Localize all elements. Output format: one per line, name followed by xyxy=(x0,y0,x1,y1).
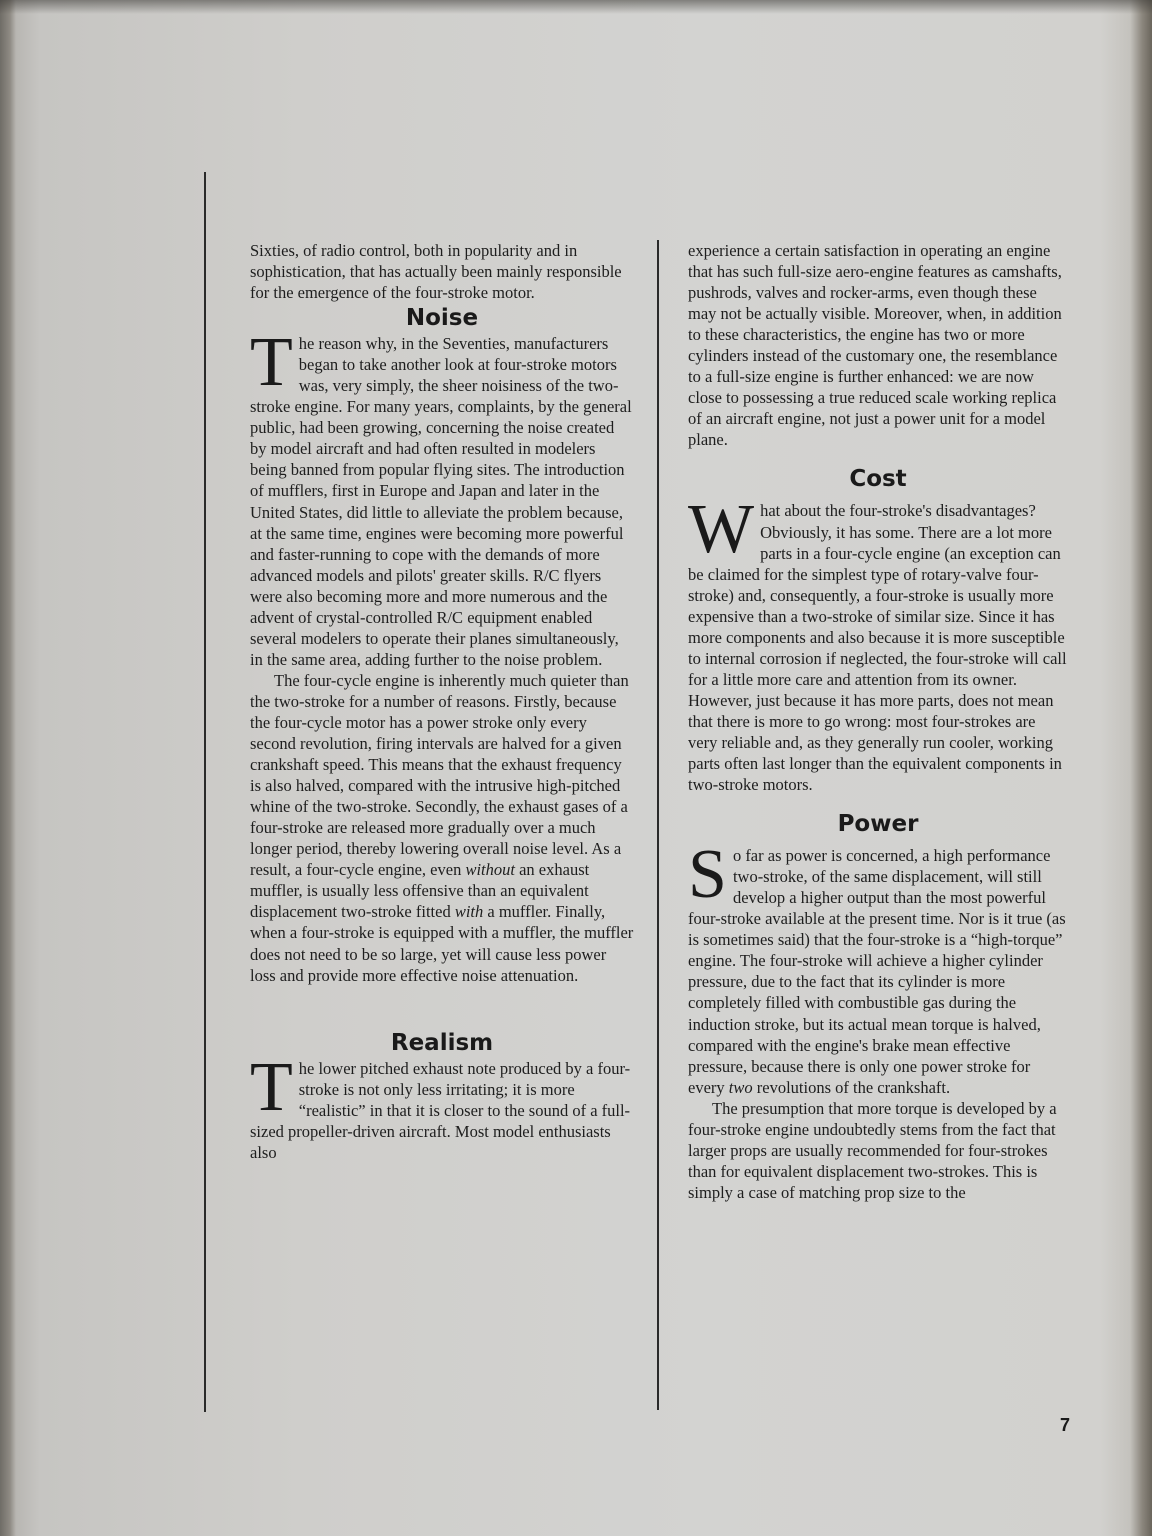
noise-paragraph-2-text-a: The four-cycle engine is inherently much quieter than the two-stroke for a number of reasons. Firstly, because the four-cycle motor has a power stroke only every second revolution, firing intervals are halved for a given crankshaft speed. This means that the exhaust frequency is also halved, compared with the intrusive high-pitched whine of the two-stroke. Secondly, the exhaust gases of a four-stroke are released more gradually over a much longer period, thereby lowering overall noise level. As a result, a four-cycle engine, even xyxy=(250,670,629,880)
power-heading: Power xyxy=(837,811,919,838)
realism-continued-paragraph: experience a certain satisfaction in operating an engine that has such full-size aero-engine features as camshafts, pushrods, valves and rocker-arms, even though these may not be actually visible. Moreover, when, in addition to these characteristics, the engine has two or more cylinders instead of the customary one, the resemblance to a full-size engine is further enhanced: we are now close to possessing a true reduced scale working replica of an aircraft engine, not just a power unit for a model plane. xyxy=(688,241,1062,450)
cost-paragraph-1-text: hat about the four-stroke's disadvantages? Obviously, it has some. There are a lot more parts in a four-cycle engine (an exception can be claimed for the simplest type of rotary-valve four-stroke) and, consequently, a four-stroke is usually more expensive than a two-stroke of similar size. Since it has more components and also because it is more susceptible to internal corrosion if neglected, the four-stroke will call for a little more care and attention from its owner. However, just because it has more parts, does not mean that there is more to go wrong: most four-strokes are very reliable and, as they generally run cooler, working parts often last longer than the equivalent components in two-stroke motors. xyxy=(688,501,1067,795)
cost-dropcap: W xyxy=(688,491,755,569)
column-divider-rule xyxy=(657,240,659,1410)
realism-paragraph-1 xyxy=(250,1048,634,1163)
spacer xyxy=(688,450,1068,464)
realism-heading: Realism xyxy=(390,1029,494,1056)
noise-dropcap: T xyxy=(250,324,293,402)
left-margin-rule xyxy=(204,172,206,1412)
realism-paragraph-1-text: he lower pitched exhaust note produced by a four-stroke is not only less irritating; it is more “realistic” in that it is closer to the sound of a full-sized propeller-driven aircraft. Most model enthusiasts also xyxy=(250,1058,631,1162)
cost-paragraph-1 xyxy=(688,491,1068,795)
power-paragraph-1-text-b: revolutions of the crankshaft. xyxy=(752,1077,951,1097)
emphasis-two: two xyxy=(728,1077,753,1097)
intro-paragraph: Sixties, of radio control, both in popularity and in sophistication, that has actually been mainly responsible for the emergence of the four-stroke motor. xyxy=(250,241,622,303)
spacer xyxy=(250,986,634,1028)
left-column xyxy=(250,240,634,1163)
realism-dropcap: T xyxy=(250,1048,293,1126)
right-column xyxy=(688,240,1068,1203)
noise-paragraph-2-text-c: a muffler. Finally, when a four-stroke is equipped with a muffler, the muffler does not need to be so large, yet will cause less power loss and provide more effective noise attenuation. xyxy=(250,902,634,985)
noise-paragraph-1-text: he reason why, in the Seventies, manufacturers began to take another look at four-stroke motors was, very simply, the sheer noisiness of the two-stroke engine. For many years, complaints, by the general public, had been growing, concerning the noise created by model aircraft and had often resulted in modelers being banned from popular flying sites. The introduction of mufflers, first in Europe and Japan and later in the United States, did little to alleviate the problem because, at the same time, engines were becoming more powerful and faster-running to cope with the demands of more advanced models and pilots' greater skills. R/C flyers were also becoming more and more numerous and the advent of crystal-controlled R/C equipment enabled several modelers to operate their planes simultaneously, in the same area, adding further to the noise problem. xyxy=(250,334,632,669)
cost-heading: Cost xyxy=(849,466,907,493)
power-paragraph-2: The presumption that more torque is developed by a four-stroke engine undoubtedly stems from the fact that larger props are usually recommended for four-strokes than for equivalent displacement two-strokes. This is simply a case of matching prop size to the xyxy=(688,1098,1057,1202)
power-paragraph-1 xyxy=(688,836,1068,1098)
spacer xyxy=(688,795,1068,809)
page-number: 7 xyxy=(1060,1415,1071,1435)
power-paragraph-1-text-a: o far as power is concerned, a high performance two-stroke, of the same displacement, will still develop a higher output than the most powerful four-stroke available at the present time. Nor is it true (as is sometimes said) that the four-stroke is a “high-torque” engine. The four-stroke will achieve a higher cylinder pressure, due to the fact that its cylinder is more completely filled with combustible gas during the induction stroke, but its actual mean torque is halved, compared with the engine's brake mean effective pressure, because there is only one power stroke for every xyxy=(688,846,1066,1097)
noise-paragraph-1 xyxy=(250,324,634,670)
emphasis-with: with xyxy=(454,902,484,922)
noise-paragraph-2-text-b: an exhaust muffler, is usually less offensive than an equivalent displacement two-stroke fitted xyxy=(250,860,590,922)
noise-paragraph-2 xyxy=(250,670,634,986)
noise-heading: Noise xyxy=(405,305,479,332)
page-top-shadow xyxy=(0,0,1152,14)
emphasis-without: without xyxy=(465,860,515,880)
power-dropcap: S xyxy=(688,836,727,914)
